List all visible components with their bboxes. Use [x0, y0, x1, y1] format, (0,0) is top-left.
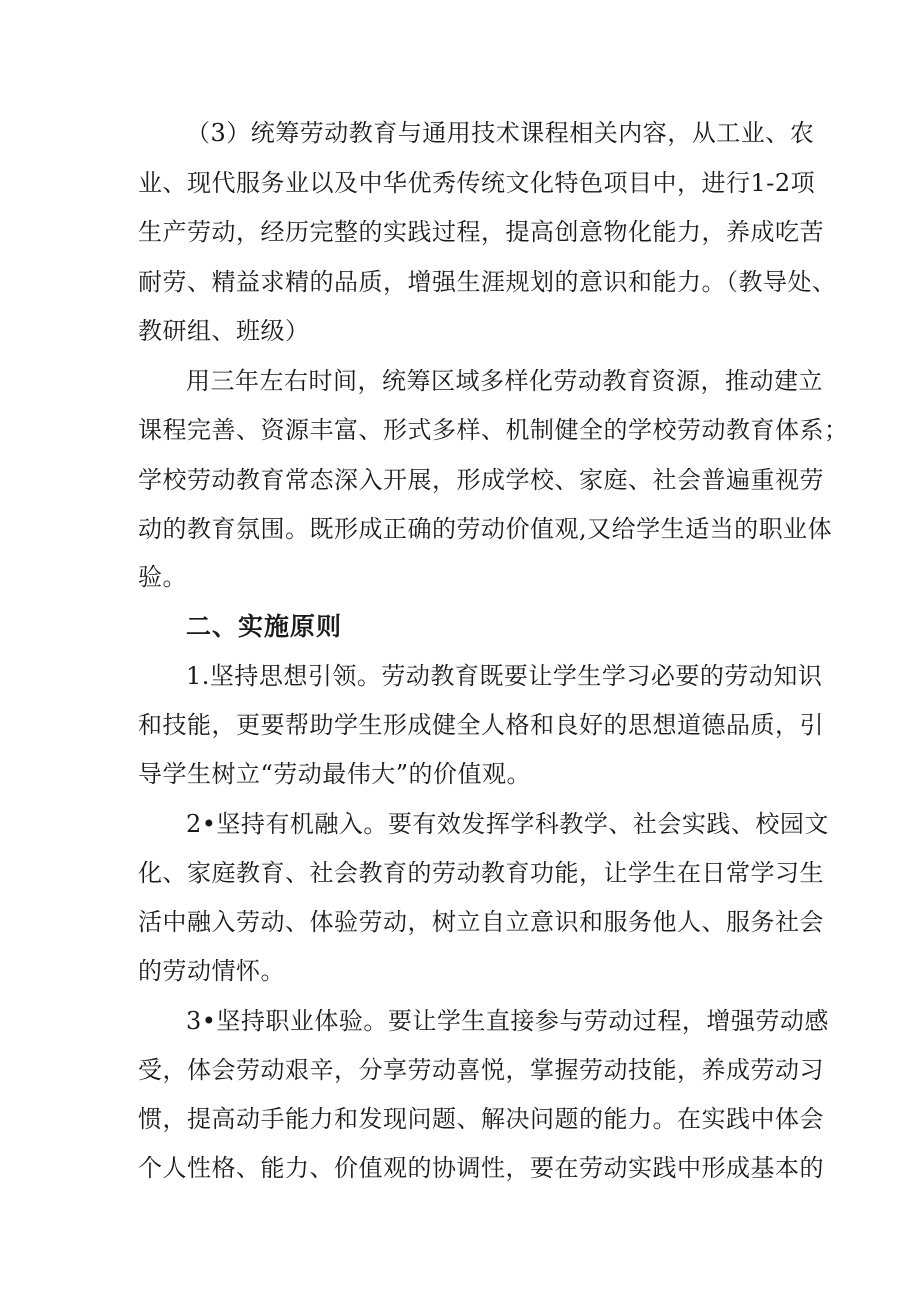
principle2-line-2: 化、家庭教育、社会教育的劳动教育功能，让学生在日常学习生 [138, 859, 824, 887]
principle3-line-3: 惯，提高动手能力和发现问题、解决问题的能力。在实践中体会 [138, 1105, 824, 1133]
principle1-line-1: 1.坚持思想引领。劳动教育既要让学生学习必要的劳动知识 [186, 662, 823, 690]
para1-line-1: （3）统筹劳动教育与通用技术课程相关内容，从工业、农 [186, 119, 815, 147]
para1-line-5: 教研组、班级） [138, 317, 310, 345]
principle3-line-2: 受，体会劳动艰辛，分享劳动喜悦，掌握劳动技能，养成劳动习 [138, 1056, 824, 1084]
section-heading: 二、实施原则 [186, 612, 343, 641]
para1-line-4: 耐劳、精益求精的品质，增强生涯规划的意识和能力。（教导处、 [138, 268, 837, 296]
principle2-line-4: 的劳动情怀。 [138, 957, 285, 985]
para2-line-3: 学校劳动教育常态深入开展，形成学校、家庭、社会普遍重视劳 [138, 466, 824, 494]
para2-line-4: 动的教育氛围。既形成正确的劳动价值观,又给学生适当的职业体 [138, 515, 833, 543]
principle3-line-4: 个人性格、能力、价值观的协调性，要在劳动实践中形成基本的 [138, 1154, 824, 1182]
principle2-line-3: 活中融入劳动、体验劳动，树立自立意识和服务他人、服务社会 [138, 908, 824, 936]
para2-line-2: 课程完善、资源丰富、形式多样、机制健全的学校劳动教育体系； [138, 416, 849, 444]
para2-line-1: 用三年左右时间，统筹区域多样化劳动教育资源，推动建立 [186, 367, 823, 395]
principle2-line-1: 2•坚持有机融入。要有效发挥学科教学、社会实践、校园文 [186, 810, 829, 838]
para1-line-2: 业、现代服务业以及中华优秀传统文化特色项目中，进行1-2项 [138, 169, 816, 197]
principle1-line-3: 导学生树立“劳动最伟大”的价值观。 [138, 760, 532, 788]
principle1-line-2: 和技能，更要帮助学生形成健全人格和良好的思想道德品质，引 [138, 711, 824, 739]
principle3-line-1: 3•坚持职业体验。要让学生直接参与劳动过程，增强劳动感 [186, 1007, 829, 1035]
para2-line-5: 验。 [138, 563, 187, 591]
para1-line-3: 生产劳动，经历完整的实践过程，提高创意物化能力，养成吃苦 [138, 218, 824, 246]
